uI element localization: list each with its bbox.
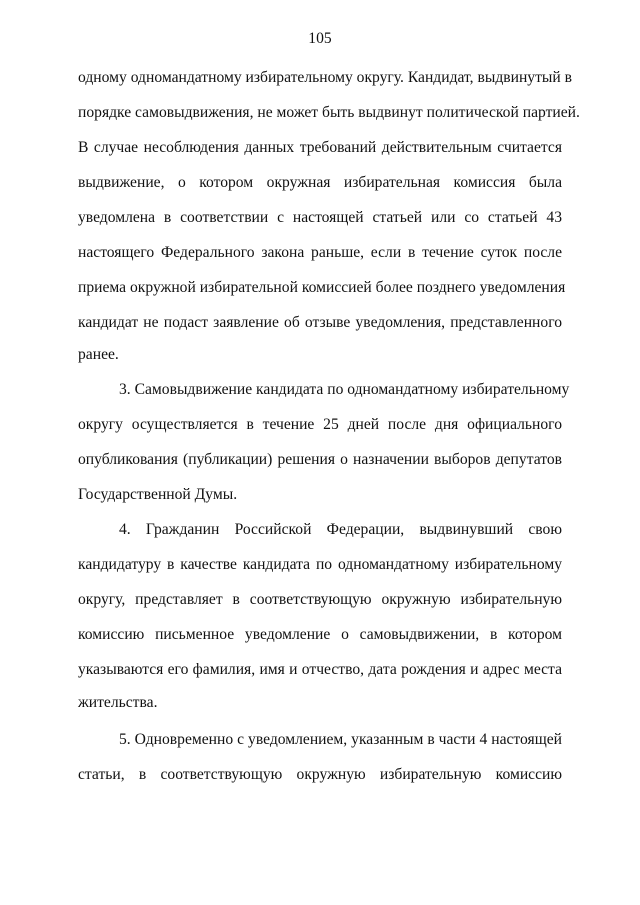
text-line: кандидатуру в качестве кандидата по одномандатному избирательному	[78, 556, 562, 573]
text-line: порядке самовыдвижения, не может быть выдвинут политической партией.	[78, 104, 580, 121]
text-line: выдвижение, о котором окружная избирательная комиссия была	[78, 174, 562, 191]
text-line: Государственной Думы.	[78, 486, 238, 503]
text-line: ранее.	[78, 346, 119, 363]
text-line: статьи, в соответствующую окружную избирательную комиссию	[78, 766, 562, 783]
text-line: округу, представляет в соответствующую окружную избирательную	[78, 591, 562, 608]
text-line: указываются его фамилия, имя и отчество, дата рождения и адрес места	[78, 661, 562, 678]
page-number: 105	[308, 30, 332, 47]
text-line: жительства.	[78, 694, 158, 711]
text-line: кандидат не подаст заявление об отзыве уведомления, представленного	[78, 314, 562, 331]
text-line: комиссию письменное уведомление о самовыдвижении, в котором	[78, 626, 562, 643]
text-line: настоящего Федерального закона раньше, если в течение суток после	[78, 244, 562, 261]
text-line: опубликования (публикации) решения о назначении выборов депутатов	[78, 451, 562, 468]
text-line: округу осуществляется в течение 25 дней после дня официального	[78, 416, 562, 433]
text-line: приема окружной избирательной комиссией более позднего уведомления	[78, 279, 566, 296]
text-line: 3. Самовыдвижение кандидата по одномандатному избирательному	[119, 381, 570, 398]
text-line: 5. Одновременно с уведомлением, указанным в части 4 настоящей	[119, 731, 562, 748]
text-line: уведомлена в соответствии с настоящей статьей или со статьей 43	[78, 209, 562, 226]
text-line: В случае несоблюдения данных требований действительным считается	[78, 139, 562, 156]
text-line: 4. Гражданин Российской Федерации, выдвинувший свою	[119, 521, 562, 538]
text-line: одному одномандатному избирательному округу. Кандидат, выдвинутый в	[78, 69, 572, 86]
